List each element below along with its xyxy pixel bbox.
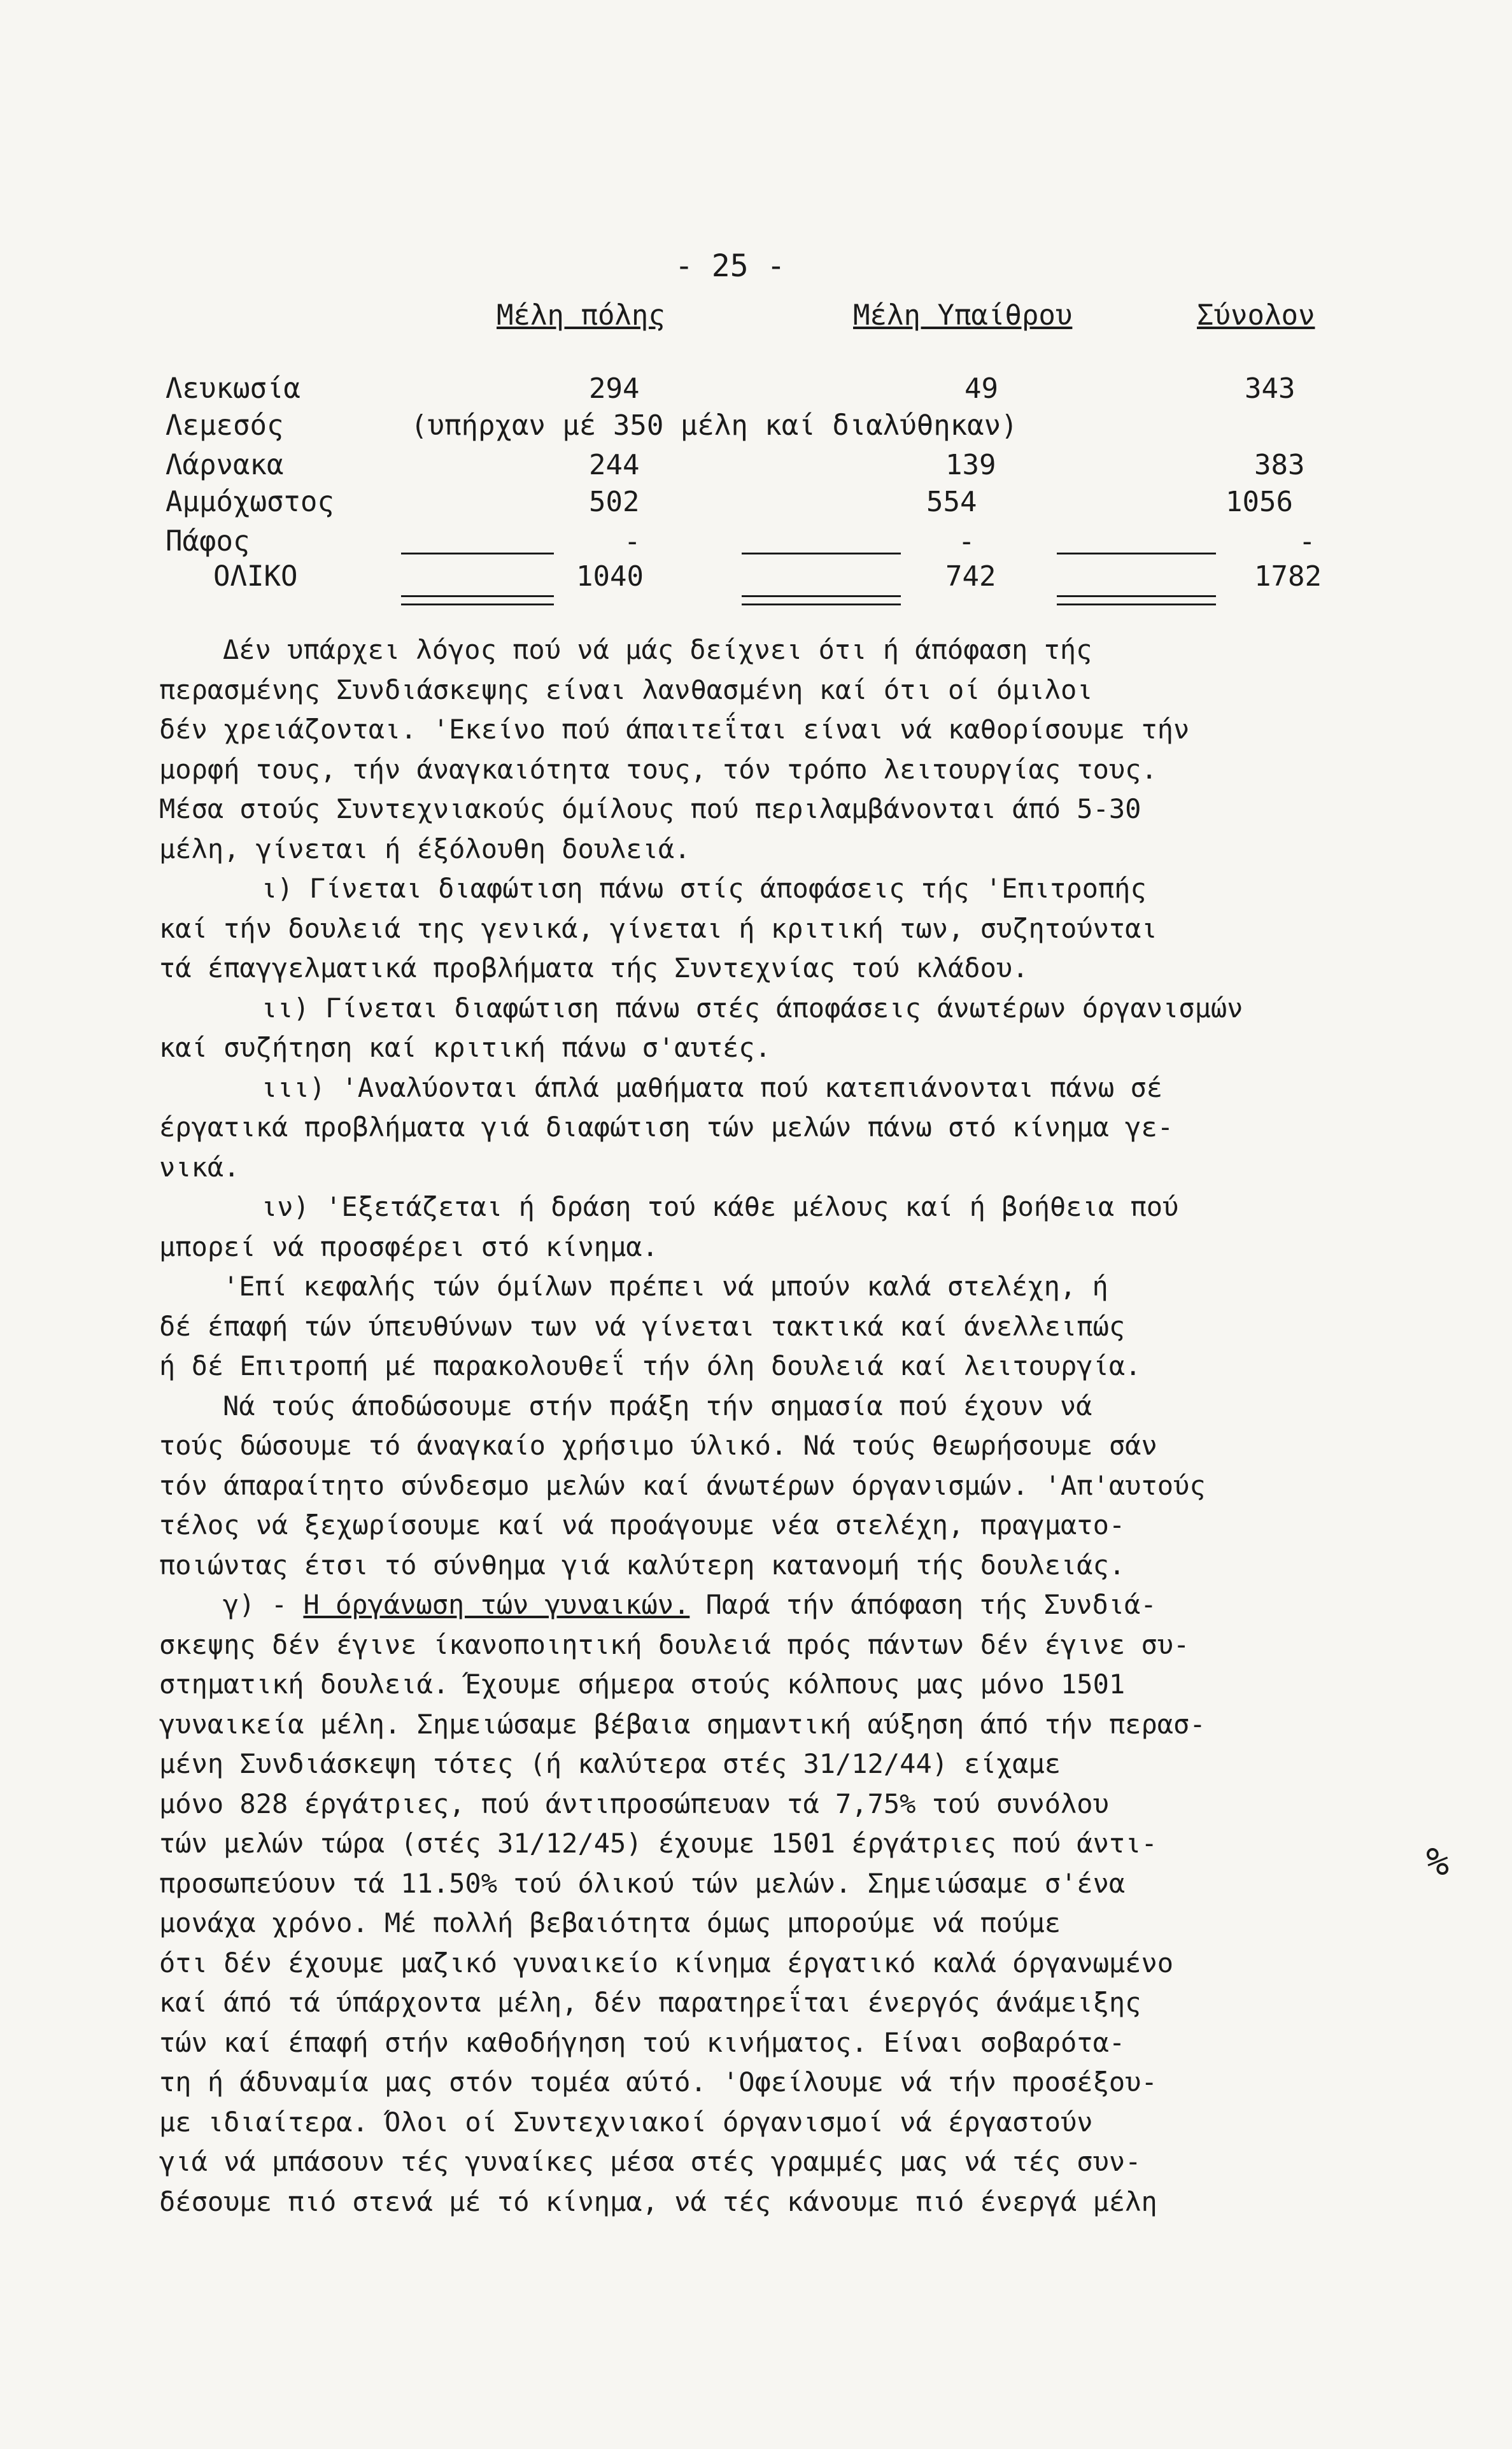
text-line: μονάχα χρόνο. Μέ πολλή βεβαιότητα όμως μπορούμε νά πούμε [159, 1907, 1061, 1938]
text-line: τούς δώσουμε τό άναγκαίο χρήσιμο ύλικό. Νά τούς θεωρήσουμε σάν [159, 1430, 1157, 1461]
section-text: Παρά τήν άπόφαση τής Συνδιά- [689, 1589, 1157, 1620]
text-line: τά έπαγγελματικά προβλήματα τής Συντεχνίας τού κλάδου. [159, 952, 1029, 984]
text-line: μέλη, γίνεται ή έξόλουθη δουλειά. [159, 833, 691, 865]
text-line: δέσουμε πιό στενά μέ τό κίνημα, νά τές κάνουμε πιό ένεργά μέλη [159, 2185, 1157, 2217]
sum-rule-total [1057, 553, 1216, 554]
text-line: μορφή τους, τήν άναγκαιότητα τους, τόν τρόπο λειτουργίας τους. [159, 753, 1157, 785]
text-line: μπορεί νά προσφέρει στό κίνημα. [159, 1231, 658, 1262]
double-rule-rural [742, 595, 901, 605]
text-line: ότι δέν έχουμε μαζικό γυναικείο κίνημα έργατικό καλά όργανωμένο [159, 1947, 1174, 1979]
cell-rural: 49 [964, 372, 998, 405]
cell-rural: 139 [945, 449, 996, 481]
row-label: Λάρνακα [166, 449, 284, 481]
sum-rule-city [401, 553, 554, 554]
row-label: ΟΛΙΚΟ [213, 560, 298, 593]
text-line: τη ή άδυναμία μας στόν τομέα αύτό. 'Οφείλουμε νά τήν προσέξου- [159, 2066, 1157, 2098]
text-line: ι) Γίνεται διαφώτιση πάνω στίς άποφάσεις τής 'Επιτροπής [261, 873, 1147, 904]
cell-total: 1056 [1226, 486, 1293, 518]
cell-rural: 742 [945, 560, 996, 593]
section-prefix: γ) - [223, 1589, 304, 1620]
text-line: προσωπεύουν τά 11.50% τού όλικού τών μελών. Σημειώσαμε σ'ένα [159, 1867, 1126, 1899]
double-rule-city [401, 595, 554, 605]
row-note: (υπήρχαν μέ 350 μέλη καί διαλύθηκαν) [411, 409, 1018, 442]
sum-rule-rural [742, 553, 901, 554]
text-line: καί συζήτηση καί κριτική πάνω σ'αυτές. [159, 1032, 771, 1063]
cell-city: 502 [589, 486, 640, 518]
row-label: Λευκωσία [166, 372, 300, 405]
text-line: έργατικά προβλήματα γιά διαφώτιση τών μελών πάνω στό κίνημα γε- [159, 1112, 1174, 1143]
text-line: μένη Συνδιάσκεψη τότες (ή καλύτερα στές 31/12/44) είχαμε [159, 1748, 1061, 1779]
text-line: τόν άπαραίτητο σύνδεσμο μελών καί άνωτέρων όργανισμών. 'Απ'αυτούς [159, 1469, 1206, 1501]
section-heading: Η όργάνωση τών γυναικών. [303, 1589, 690, 1620]
text-line: δέν χρειάζονται. 'Εκείνο πού άπαιτεΐται είναι νά καθορίσουμε τήν [159, 714, 1190, 745]
text-line: ή δέ Επιτροπή μέ παρακολουθεΐ τήν όλη δουλειά καί λειτουργία. [159, 1350, 1141, 1381]
cell-total: - [1299, 525, 1316, 558]
page-number: - 25 - [675, 248, 786, 284]
text-line: τέλος νά ξεχωρίσουμε καί νά προάγουμε νέα στελέχη, πραγματο- [159, 1509, 1126, 1541]
text-line: δέ έπαφή τών ύπευθύνων των νά γίνεται τακτικά καί άνελλειπώς [159, 1310, 1126, 1342]
text-line: γυναικεία μέλη. Σημειώσαμε βέβαια σημαντική αύξηση άπό τήν περασ- [159, 1708, 1206, 1740]
text-line: νικά. [159, 1151, 240, 1183]
cell-total: 343 [1245, 372, 1296, 405]
text-line: Μέσα στούς Συντεχνιακούς όμίλους πού περιλαμβάνονται άπό 5-30 [159, 793, 1141, 824]
text-line: σκεψης δέν έγινε ίκανοποιητική δουλειά πρός πάντων δέν έγινε συ- [159, 1628, 1190, 1660]
text-line: τών καί έπαφή στήν καθοδήγηση τού κινήματος. Είναι σοβαρότα- [159, 2026, 1126, 2058]
text-line: ιι) Γίνεται διαφώτιση πάνω στές άποφάσεις άνωτέρων όργανισμών [261, 992, 1243, 1024]
text-line: 'Επί κεφαλής τών όμίλων πρέπει νά μπούν καλά στελέχη, ή [223, 1271, 1108, 1302]
text-line [159, 1585, 1407, 1625]
text-line: καί άπό τά ύπάρχοντα μέλη, δέν παρατηρεΐται ένεργός άνάμειξης [159, 1987, 1141, 2018]
row-label: Πάφος [166, 525, 250, 558]
cell-city: - [624, 525, 641, 558]
text-line: περασμένης Συνδιάσκεψης είναι λανθασμένη καί ότι οί όμιλοι [159, 674, 1093, 705]
col-header-total: Σύνολον [1197, 299, 1315, 332]
text-line: γιά νά μπάσουν τές γυναίκες μέσα στές γραμμές μας νά τές συν- [159, 2146, 1141, 2177]
text-line: καί τήν δουλειά της γενικά, γίνεται ή κριτική των, συζητούνται [159, 912, 1157, 944]
margin-note: % [1426, 1840, 1450, 1884]
cell-city: 294 [589, 372, 640, 405]
text-line: μόνο 828 έργάτριες, πού άντιπροσώπευαν τά 7,75% τού συνόλου [159, 1788, 1109, 1819]
row-label: Αμμόχωστος [166, 486, 334, 518]
col-header-rural: Μέλη Υπαίθρου [853, 299, 1073, 332]
cell-rural: - [958, 525, 975, 558]
cell-city: 1040 [576, 560, 644, 593]
body-text [159, 630, 1407, 2222]
row-label: Λεμεσός [166, 409, 284, 442]
text-line: ιν) 'Εξετάζεται ή δράση τού κάθε μέλους καί ή βοήθεια πού [261, 1191, 1179, 1222]
cell-city: 244 [589, 449, 640, 481]
text-line: Νά τούς άποδώσουμε στήν πράξη τήν σημασία πού έχουν νά [223, 1390, 1092, 1422]
cell-total: 383 [1254, 449, 1305, 481]
text-line: στηματική δουλειά. Έχουμε σήμερα στούς κόλπους μας μόνο 1501 [159, 1669, 1126, 1700]
text-line: ιιι) 'Αναλύονται άπλά μαθήματα πού κατεπιάνονται πάνω σέ [261, 1071, 1163, 1103]
double-rule-total [1057, 595, 1216, 605]
cell-total: 1782 [1254, 560, 1322, 593]
text-line: ποιώντας έτσι τό σύνθημα γιά καλύτερη κατανομή τής δουλειάς. [159, 1549, 1126, 1581]
col-header-city: Μέλη πόλης [497, 299, 665, 332]
text-line: Δέν υπάρχει λόγος πού νά μάς δείχνει ότι ή άπόφαση τής [223, 634, 1092, 665]
text-line: με ιδιαίτερα. Όλοι οί Συντεχνιακοί όργανισμοί νά έργαστούν [159, 2106, 1093, 2138]
cell-rural: 554 [926, 486, 977, 518]
text-line: τών μελών τώρα (στές 31/12/45) έχουμε 1501 έργάτριες πού άντι- [159, 1828, 1157, 1859]
